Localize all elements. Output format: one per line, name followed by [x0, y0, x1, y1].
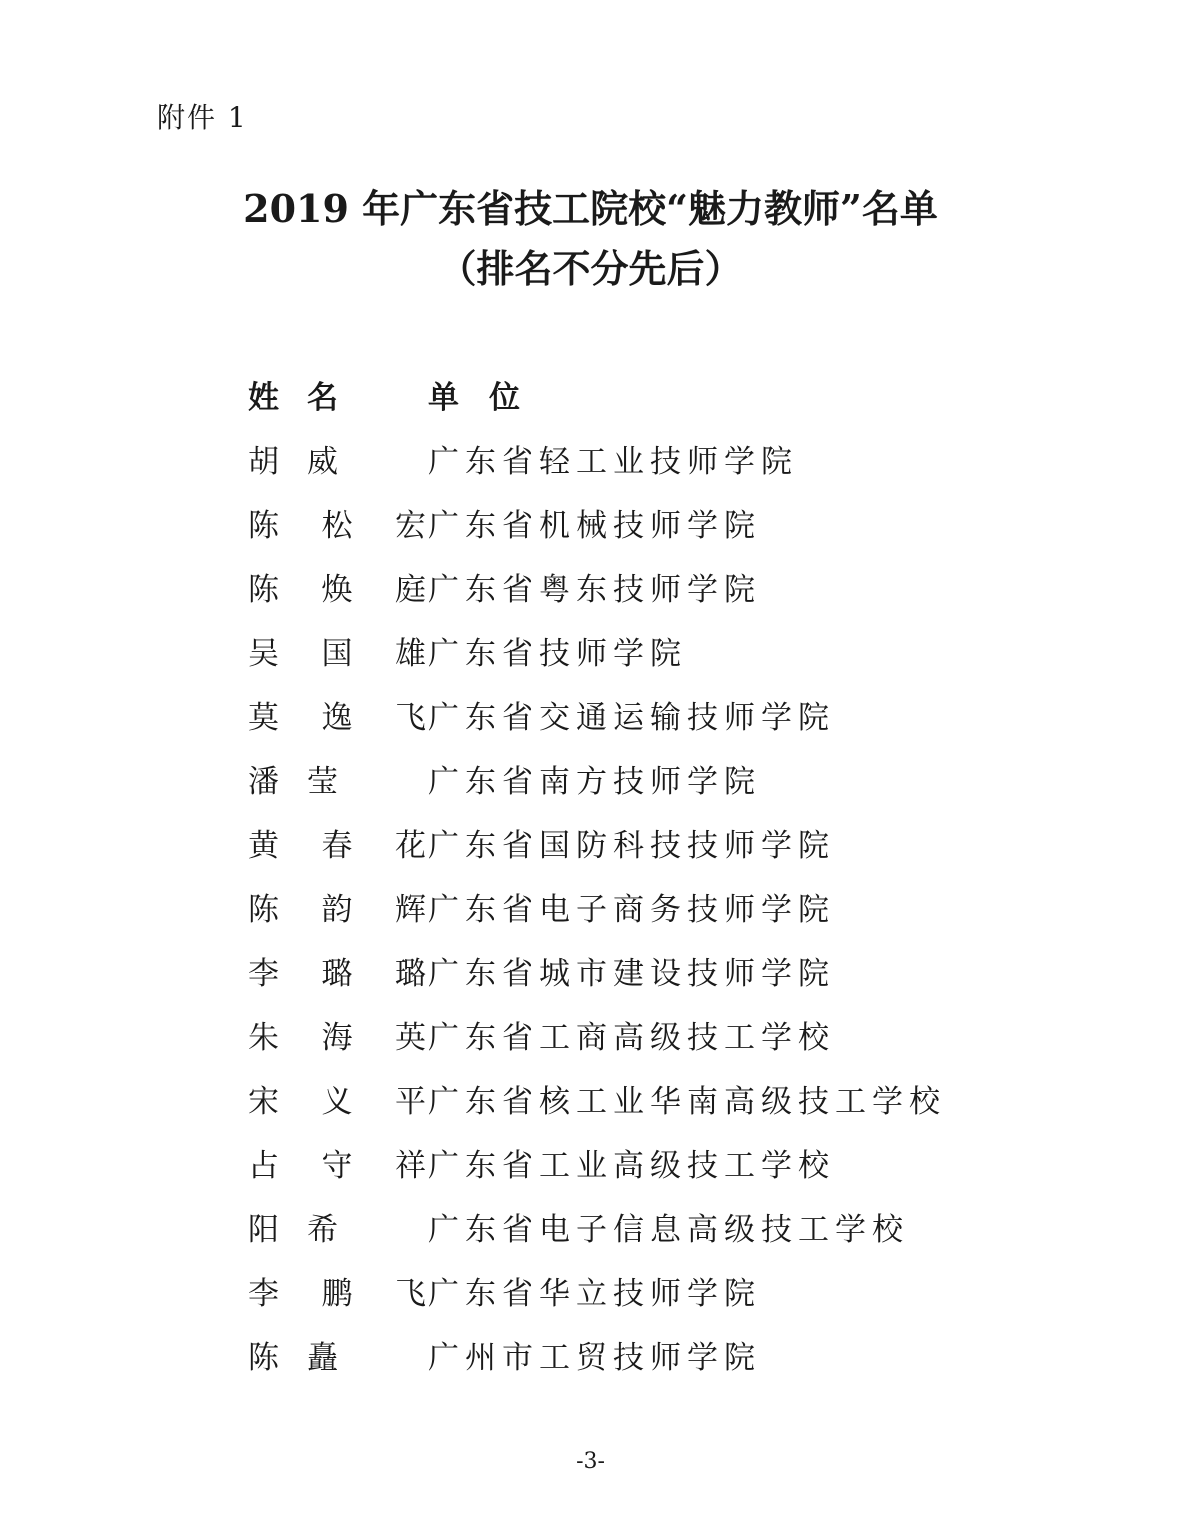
teacher-name: 胡 威 — [248, 443, 340, 480]
list-item — [248, 554, 1008, 618]
list-item — [248, 1258, 1008, 1322]
list-item — [248, 810, 1008, 874]
list-header — [248, 362, 1008, 426]
teacher-unit: 广东省电子商务技师学院 — [428, 891, 835, 928]
teacher-name: 陈 矗 — [248, 1339, 340, 1376]
teacher-unit: 广东省技师学院 — [428, 635, 687, 672]
teacher-unit: 广东省轻工业技师学院 — [428, 443, 798, 480]
teacher-unit: 广东省城市建设技师学院 — [428, 955, 835, 992]
list-item — [248, 746, 1008, 810]
list-rows — [248, 426, 1008, 1386]
teacher-unit: 广东省南方技师学院 — [428, 763, 761, 800]
teacher-unit: 广东省机械技师学院 — [428, 507, 761, 544]
teacher-name: 李 鹏 飞 — [248, 1275, 428, 1312]
teacher-name: 莫 逸 飞 — [248, 699, 428, 736]
teacher-name: 朱 海 英 — [248, 1019, 428, 1056]
teacher-name: 黄 春 花 — [248, 827, 428, 864]
list-item — [248, 1002, 1008, 1066]
list-item — [248, 1322, 1008, 1386]
list-item — [248, 1194, 1008, 1258]
teacher-name: 潘 莹 — [248, 763, 340, 800]
list-item — [248, 618, 1008, 682]
teacher-name: 吴 国 雄 — [248, 635, 428, 672]
teacher-list — [248, 362, 1008, 1386]
attachment-label: 附件 1 — [157, 101, 248, 134]
column-header-unit: 单 位 — [428, 379, 520, 416]
teacher-unit: 广东省交通运输技师学院 — [428, 699, 835, 736]
teacher-unit: 广东省工商高级技工学校 — [428, 1019, 835, 1056]
teacher-unit: 广东省粤东技师学院 — [428, 571, 761, 608]
teacher-name: 阳 希 — [248, 1211, 340, 1248]
teacher-unit: 广东省电子信息高级技工学校 — [428, 1211, 909, 1248]
list-item — [248, 682, 1008, 746]
teacher-unit: 广东省核工业华南高级技工学校 — [428, 1083, 946, 1120]
teacher-unit: 广东省国防科技技师学院 — [428, 827, 835, 864]
teacher-unit: 广州市工贸技师学院 — [428, 1339, 761, 1376]
list-item — [248, 874, 1008, 938]
list-item — [248, 1066, 1008, 1130]
teacher-name: 陈 韵 辉 — [248, 891, 428, 928]
list-item — [248, 490, 1008, 554]
document-title: 2019 年广东省技工院校“魅力教师”名单 — [243, 186, 938, 231]
teacher-name: 李 璐 璐 — [248, 955, 428, 992]
teacher-name: 陈 焕 庭 — [248, 571, 428, 608]
teacher-name: 陈 松 宏 — [248, 507, 428, 544]
list-item — [248, 1130, 1008, 1194]
column-header-name: 姓 名 — [248, 379, 340, 416]
document-subtitle: （排名不分先后） — [438, 246, 743, 291]
teacher-unit: 广东省华立技师学院 — [428, 1275, 761, 1312]
teacher-name: 占 守 祥 — [248, 1147, 428, 1184]
page-number: -3- — [576, 1449, 605, 1474]
list-item — [248, 938, 1008, 1002]
teacher-name: 宋 义 平 — [248, 1083, 428, 1120]
teacher-unit: 广东省工业高级技工学校 — [428, 1147, 835, 1184]
list-item — [248, 426, 1008, 490]
